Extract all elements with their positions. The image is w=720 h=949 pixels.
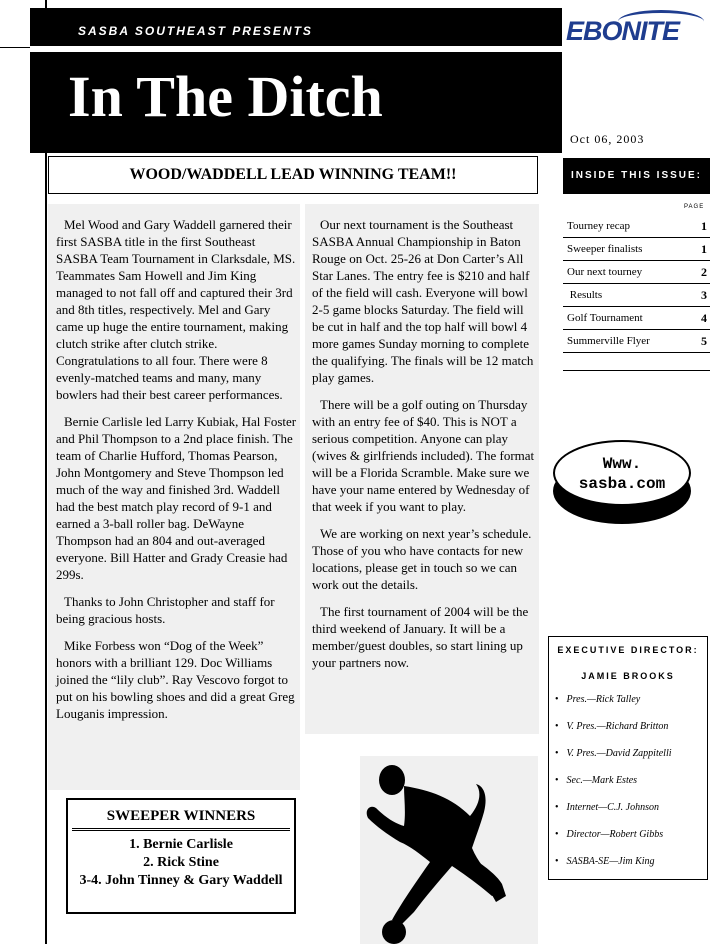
list-item: • SASBA-SE—Jim King <box>555 856 655 867</box>
masthead-band <box>30 46 562 52</box>
executive-box <box>548 636 708 880</box>
bullet-icon: • <box>555 775 559 786</box>
list-item: 1. Bernie Carlisle <box>129 837 233 852</box>
article-paragraph: Mike Forbess won “Dog of the Week” honors with a brilliant 129. Doc Williams joined the “lily club”. Ray Vescovo forgot to put on his bowling shoes and did a great Greg Louganis impression. <box>56 638 295 721</box>
bullet-icon: • <box>555 721 559 732</box>
toc-item[interactable]: Sweeper finalists 1 <box>563 238 710 261</box>
badge-face <box>553 440 691 506</box>
list-item: • Internet—C.J. Johnson <box>555 802 660 813</box>
logo-text: EBONITE <box>566 16 680 46</box>
sweeper-title: SWEEPER WINNERS <box>72 804 290 831</box>
sweeper-list <box>68 836 294 890</box>
list-item: • Sec.—Mark Estes <box>555 775 638 786</box>
toc-item[interactable]: Results 3 <box>563 284 710 307</box>
executive-name: JAMIE BROOKS <box>581 671 675 681</box>
list-item: • Director—Robert Gibbs <box>555 829 664 840</box>
article-paragraph: Our next tournament is the Southeast SASBA Annual Championship in Baton Rouge on Oct. 25-26 at Don Carter’s All Star Lanes. The entry fee is $210 and half of the field will cash. Everyone will bowl 2-5 game blocks Saturday. The field will be cut in half and the top half will bowl 4 more games Sunday morning to complete the qualifying. The finals will be 12 match play games. <box>312 217 534 385</box>
sweeper-box <box>66 798 296 914</box>
article-paragraph: We are working on next year’s schedule. Those of you who have contacts for new locations, please get in touch so we can work out the details. <box>312 526 532 592</box>
bullet-icon: • <box>555 802 559 813</box>
list-item: • V. Pres.—Richard Britton <box>555 721 669 732</box>
toc-item[interactable]: Golf Tournament 4 <box>563 307 710 330</box>
toc-page-label: PAGE <box>684 204 705 210</box>
list-item: 2. Rick Stine <box>143 855 219 870</box>
article-paragraph: Thanks to John Christopher and staff for being gracious hosts. <box>56 594 275 626</box>
presents-text: SASBA SOUTHEAST PRESENTS <box>78 24 313 38</box>
ebonite-logo <box>566 16 706 52</box>
newsletter-title: In The Ditch <box>68 64 383 129</box>
bullet-icon: • <box>555 829 559 840</box>
corner-rule <box>0 47 30 48</box>
bullet-icon: • <box>555 748 559 759</box>
executive-heading: EXECUTIVE DIRECTOR: <box>557 645 699 655</box>
website-line-1: Www. <box>602 455 642 473</box>
toc-item[interactable]: Summerville Flyer 5 <box>563 330 710 353</box>
issue-date: Oct 06, 2003 <box>570 132 645 146</box>
article-column-2 <box>312 216 538 681</box>
list-item: • Pres.—Rick Talley <box>555 694 641 705</box>
article-paragraph: There will be a golf outing on Thursday with an entry fee of $40. This is NOT a serious competition. Anyone can play (wives & girlfriends included). The format will be a Florida Scramble. Make sure we have your name entered by Wednesday of that week if you want to play. <box>312 397 535 514</box>
toc-end-rule <box>563 370 710 371</box>
bullet-icon: • <box>555 856 559 867</box>
article-paragraph: Bernie Carlisle led Larry Kubiak, Hal Foster and Phil Thompson to a 2nd place finish. The team of Charlie Hufford, Thomas Pearson, John Montgomery and Steve Thompson led much of the way and finished 3rd. Waddell had the best match play record of 9-1 and earned a 3-ball roller bag. DeWayne Thompson had an 804 and out-averaged everyone. Bill Hatter and Grady Creasie had 299s. <box>56 414 297 582</box>
article-paragraph: The first tournament of 2004 will be the third weekend of January. It will be a member/guest doubles, so start lining up your partners now. <box>312 604 529 670</box>
bowler-silhouette-icon <box>360 756 538 944</box>
website-badge[interactable] <box>553 440 693 524</box>
list-item: 3-4. John Tinney & Gary Waddell <box>79 873 283 888</box>
list-item: • V. Pres.—David Zappitelli <box>555 748 672 759</box>
article-paragraph: Mel Wood and Gary Waddell garnered their first SASBA title in the first Southeast SASBA Team Tournament in Clarksdale, MS. Teammates Sam Howell and Jim King managed to not fall off and captured their 3rd and 8th titles, respectively. Mel and Gary came up huge the entire tournament, making clutch strike after clutch strike. Congratulations to all four. There were 8 evenly-matched teams and many, many bowlers had their best career performances. <box>56 217 296 402</box>
officer-list <box>549 691 707 880</box>
bowler-image <box>360 756 538 944</box>
toc-item[interactable]: Our next tourney 2 <box>563 261 710 284</box>
inside-issue-heading: INSIDE THIS ISSUE: <box>563 158 710 194</box>
table-of-contents <box>563 215 710 353</box>
lead-headline: WOOD/WADDELL LEAD WINNING TEAM!! <box>48 156 538 194</box>
article-column-1 <box>56 216 298 732</box>
bullet-icon: • <box>555 694 559 705</box>
toc-item[interactable]: Tourney recap 1 <box>563 215 710 238</box>
website-line-2: sasba.com <box>578 475 666 493</box>
